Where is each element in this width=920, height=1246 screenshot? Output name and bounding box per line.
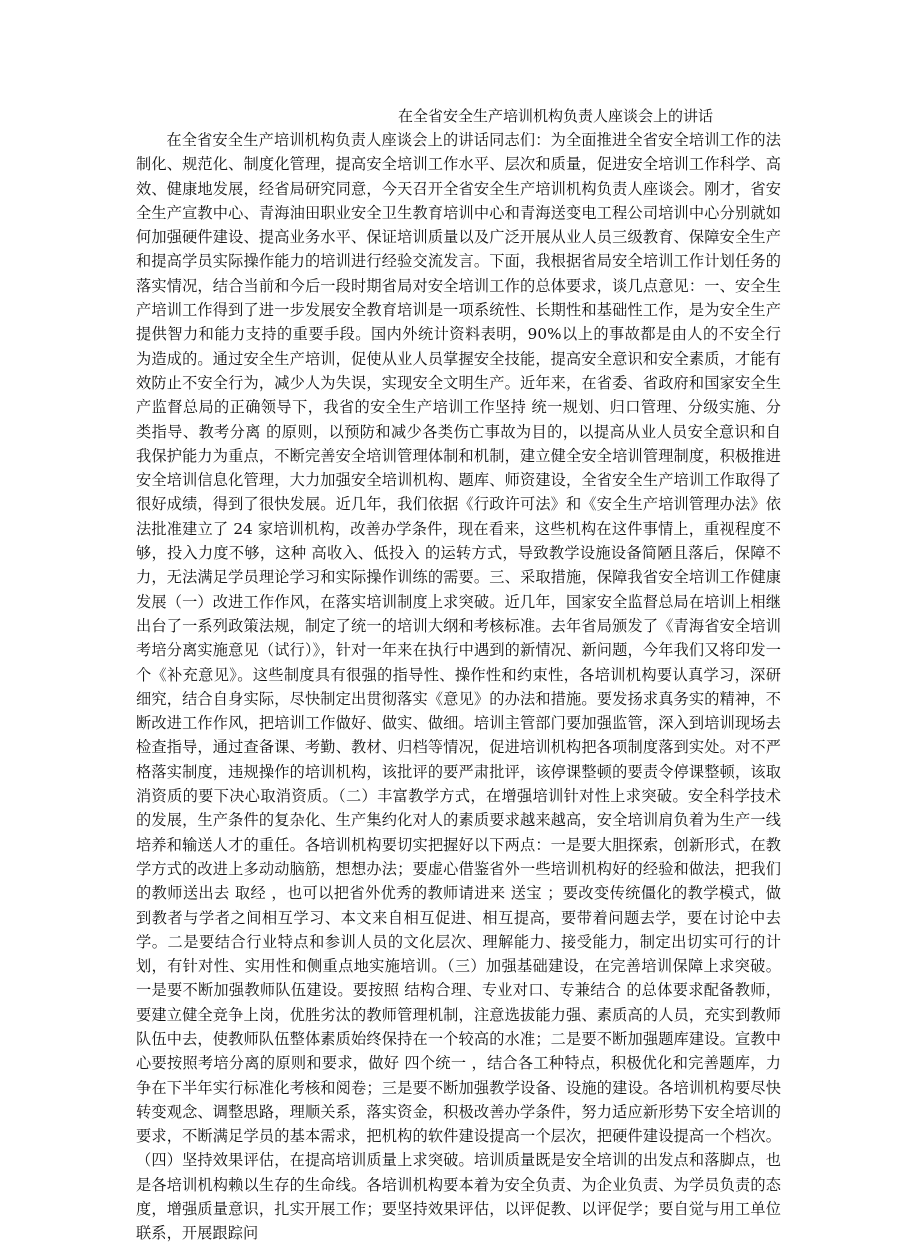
document-title: 在全省安全生产培训机构负责人座谈会上的讲话 — [398, 107, 714, 125]
document-page — [136, 106, 781, 1246]
document-body-text: 在全省安全生产培训机构负责人座谈会上的讲话同志们：为全面推进全省安全培训工作的法制化、规范化、制度化管理，提高安全培训工作水平、层次和质量，促进安全培训工作科学、高效、健康地发展，经省局研究同意，今天召开全省安全生产培训机构负责人座谈会。刚才，省安全生产宣教中心、青海油田职业安全卫生教育培训中心和青海送变电工程公司培训中心分别就如何加强硬件建设、提高业务水平、保证培训质量以及广泛开展从业人员三级教育、保障安全生产和提高学员实际操作能力的培训进行经验交流发言。下面，我根据省局安全培训工作计划任务的落实情况，结合当前和今后一段时期省局对安全培训工作的总体要求，谈几点意见：一、安全生产培训工作得到了进一步发展安全教育培训是一项系统性、长期性和基础性工作，是为安全生产提供智力和能力支持的重要手段。国内外统计资料表明，90%以上的事故都是由人的不安全行为造成的。通过安全生产培训，促使从业人员掌握安全技能，提高安全意识和安全素质，才能有效防止不安全行为，减少人为失误，实现安全文明生产。近年来，在省委、省政府和国家安全生产监督总局的正确领导下，我省的安全生产培训工作坚持 统一规划、归口管理、分级实施、分类指导、教考分离 的原则，以预防和减少各类伤亡事故为目的，以提高从业人员安全意识和自我保护能力为重点，不断完善安全培训管理体制和机制，建立健全安全培训管理制度，积极推进安全培训信息化管理，大力加强安全培训机构、题库、师资建设，全省安全生产培训工作取得了很好成绩，得到了很快发展。近几年，我们依据《行政许可法》和《安全生产培训管理办法》依法批准建立了 24 家培训机构，改善办学条件，现在看来，这些机构在这件事情上，重视程度不够，投入力度不够，这种 高收入、低投入 的运转方式，导致教学设施设备简陋且落后，保障不力，无法满足学员理论学习和实际操作训练的需要。三、采取措施，保障我省安全培训工作健康发展（一）改进工作作风，在落实培训制度上求突破。近几年，国家安全监督总局在培训上相继出台了一系列政策法规，制定了统一的培训大纲和考核标准。去年省局颁发了《青海省安全培训考培分离实施意见（试行）》，针对一年来在执行中遇到的新情况、新问题，今年我们又将印发一个《补充意见》。这些制度具有很强的指导性、操作性和约束性，各培训机构要认真学习，深研细究，结合自身实际，尽快制定出贯彻落实《意见》的办法和措施。要发扬求真务实的精神，不断改进工作作风，把培训工作做好、做实、做细。培训主管部门要加强监管，深入到培训现场去检查指导，通过查备课、考勤、教材、归档等情况，促进培训机构把各项制度落到实处。对不严格落实制度，违规操作的培训机构，该批评的要严肃批评，该停课整顿的要责令停课整顿，该取消资质的要下决心取消资质。（二）丰富教学方式，在增强培训针对性上求突破。安全科学技术的发展，生产条件的复杂化、生产集约化对人的素质要求越来越高，安全培训肩负着为生产一线培养和输送人才的重任。各培训机构要切实把握好以下两点：一是要大胆探索，创新形式，在教学方式的改进上多动动脑筋，想想办法；要虚心借鉴省外一些培训机构好的经验和做法，把我们的教师送出去 取经 ，也可以把省外优秀的教师请进来 送宝 ；要改变传统僵化的教学模式，做到教者与学者之间相互学习、本文来自相互促进、相互提高，要带着问题去学，要在讨论中去学。二是要结合行业特点和参训人员的文化层次、理解能力、接受能力，制定出切实可行的计划，有针对性、实用性和侧重点地实施培训。（三）加强基础建设，在完善培训保障上求突破。一是要不断加强教师队伍建设。要按照 结构合理、专业对口、专兼结合 的总体要求配备教师，要建立健全竞争上岗，优胜劣汰的教师管理机制，注意选拔能力强、素质高的人员，充实到教师队伍中去，使教师队伍整体素质始终保持在一个较高的水准；二是要不断加强题库建设。宣教中心要按照考培分离的原则和要求，做好 四个统一 ，结合各工种特点，积极优化和完善题库，力争在下半年实行标准化考核和阅卷；三是要不断加强教学设备、设施的建设。各培训机构要尽快转变观念、调整思路，理顺关系，落实资金，积极改善办学条件，努力适应新形势下安全培训的要求，不断满足学员的基本需求，把机构的软件建设提高一个层次，把硬件建设提高一个档次。（四）坚持效果评估，在提高培训质量上求突破。培训质量既是安全培训的出发点和落脚点，也是各培训机构赖以生存的生命线。各培训机构要本着为安全负责、为企业负责、为学员负责的态度，增强质量意识，扎实开展工作；要坚持效果评估，以评促教、以评促学；要自觉与用工单位联系，开展跟踪问 — [136, 131, 781, 1243]
